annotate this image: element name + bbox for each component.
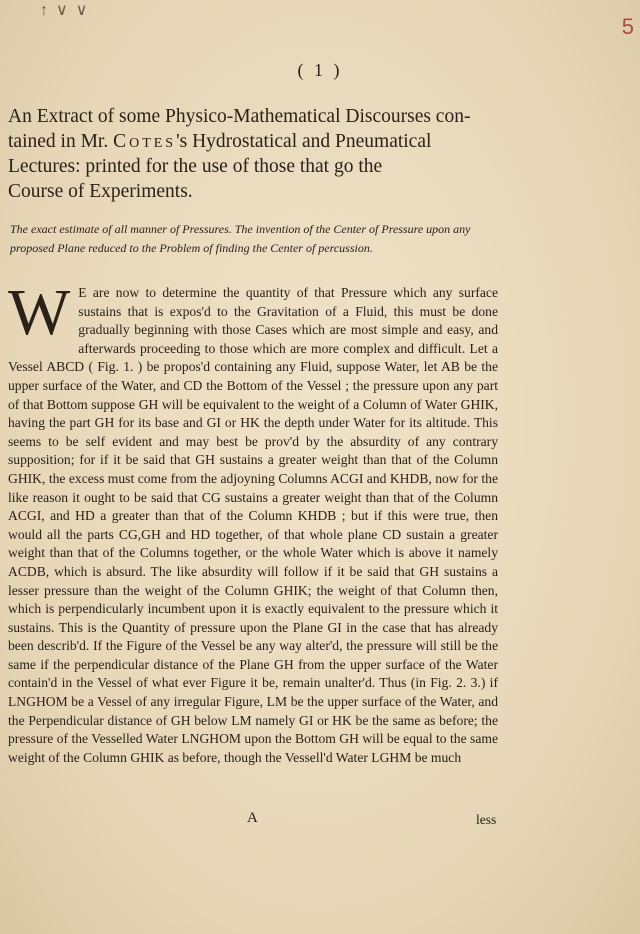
body-text: E are now to determine the quantity of that Pressure which any surface sustains that is expos'd to the Gravitation of a Fluid, this must be done gradually beginning with those Cases which are most simple and easy, and afterwards proceeding to those which are more complex and difficult. Let a Vessel ABCD ( Fig. 1. ) be propos'd containing any Fluid, suppose Water, let AB be the upper surface of the Water, and CD the Bottom of the Vessel ; the pressure upon any part of that Bottom suppose GH will be equivalent to the weight of a Column of Water GHIK, having the part GH for its base and GI or HK the depth under Water for its altitude. This seems to be self evident and may best be prov'd by the absurdity of any contrary supposition; for if it be said that GH sustains a greater weight than that of the Column GHIK, the excess must come from the adjoyning Columns ACGI and KHDB, now for the like reason it ought to be said that CG sustains a greater weight than that of the Column ACGI, and HD a greater than that of the Column KHDB ; but if this were true, then would all the parts CG,GH and HD together, of that whole plane CD sustain a greater weight than that of the Columns together, or the whole Water which is above it namely ACDB, which is absurd. The like absurdity will follow if it be said that GH sustains a lesser pressure than the weight of the Column GHIK; the weight of that Column then, which is perpendicularly incumbent upon it is exactly equivalent to the pressure which it sustains. This is the Quantity of pressure upon the Plane GI in the case that has already been describ'd. If the Figure of the Vessel be any way alter'd, the pressure will still be the same if the perpendicular distance of the Plane GH from the upper surface of the Water contain'd in the Vessel of what ever Figure it be, remain unalter'd. Thus (in Fig. 2. 3.) if LNGHOM be a Vessel of any irregular Figure, LM be the upper surface of the Water, and the Perpendicular distance of GH below LM namely GI or HK be the same as before; the pressure of the Vesselled Water LNGHOM upon the Bottom GH will be equal to the same weight of the Column GHIK as before, though the Vessell'd Water LGHM be much xyxy=(8,285,498,765)
corner-mark: 5 xyxy=(621,14,634,39)
catchword: less xyxy=(476,812,497,827)
page-title xyxy=(8,104,504,204)
signature-mark: A xyxy=(247,810,258,826)
title-line-2-suffix: 's Hydrostatical and Pneumatical xyxy=(176,131,432,152)
title-line-3: Lectures: printed for the use of those that go the xyxy=(8,156,383,177)
page-number: ( 1 ) xyxy=(297,60,343,80)
title-line-4: Course of Experiments. xyxy=(8,181,193,202)
title-line-1: An Extract of some Physico-Mathematical Discourses con- xyxy=(8,106,471,127)
top-edge-fragment: ↑ ∨ ∨ xyxy=(40,2,90,19)
title-line-2-prefix: tained in Mr. xyxy=(8,131,114,152)
drop-cap: W xyxy=(8,276,71,349)
section-summary: The exact estimate of all manner of Pressures. The invention of the Center of Pressure upon any proposed Plane reduced to the Problem of finding the Center of percussion. xyxy=(10,222,471,255)
body-paragraph xyxy=(8,276,498,767)
title-author: Cotes xyxy=(113,131,177,152)
